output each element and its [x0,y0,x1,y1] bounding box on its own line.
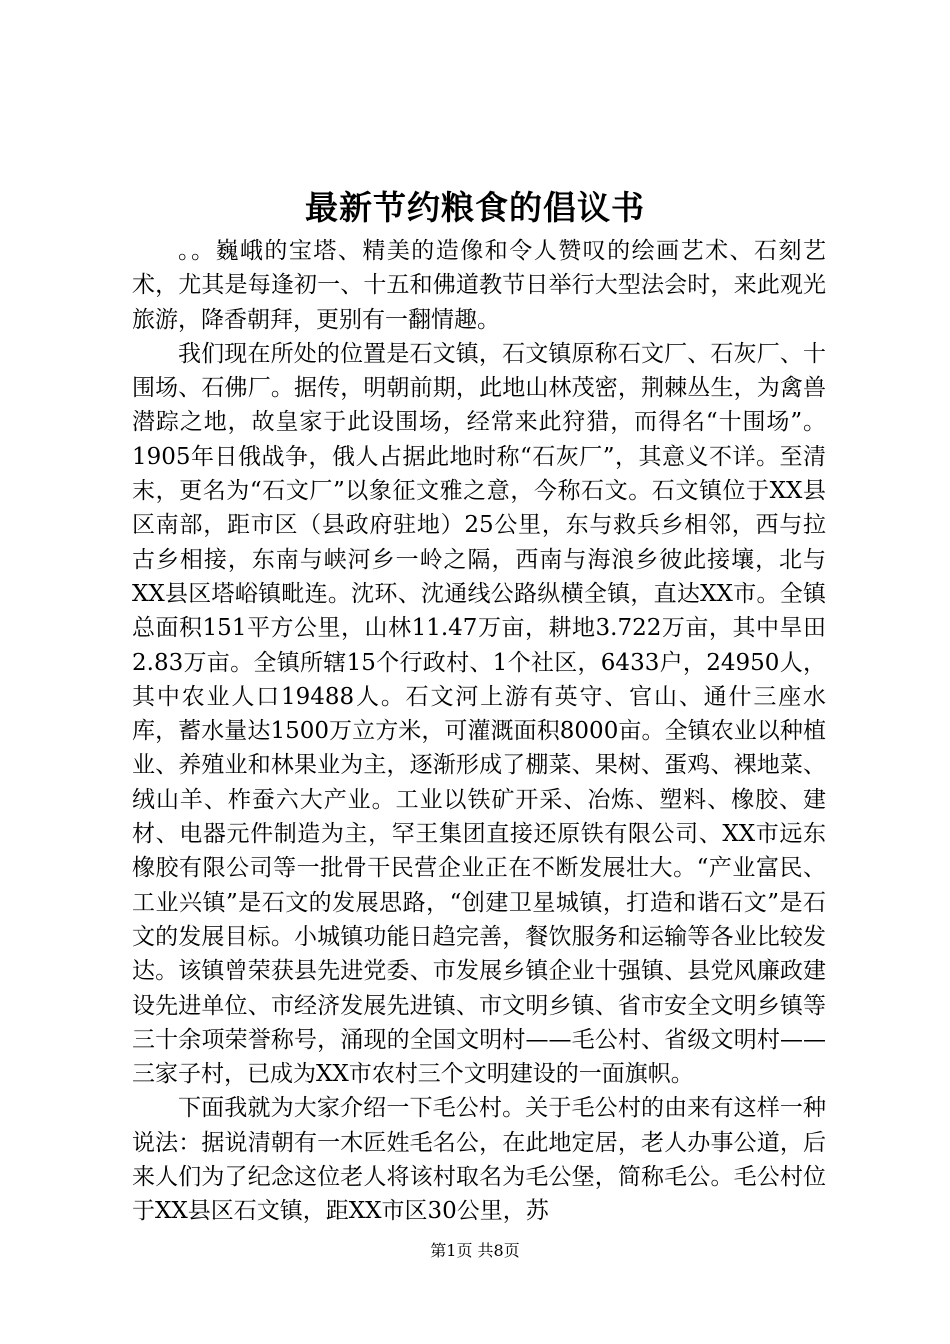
paragraph-1: 。。巍峨的宝塔、精美的造像和令人赞叹的绘画艺术、石刻艺术，尤其是每逢初一、十五和佛道教节日举行大型法会时，来此观光旅游，降香朝拜，更别有一翻情趣。 [132,238,826,333]
document-title: 最新节约粮食的倡议书 [305,188,645,227]
paragraph-3: 下面我就为大家介绍一下毛公村。关于毛公村的由来有这样一种说法：据说清朝有一木匠姓毛名公，在此地定居，老人办事公道，后来人们为了纪念这位老人将该村取名为毛公堡，简称毛公。毛公村位于XX县区石文镇，距XX市区30公里，苏 [132,1095,826,1225]
document-body [132,234,826,1229]
paragraph-2: 我们现在所处的位置是石文镇，石文镇原称石文厂、石灰厂、十围场、石佛厂。据传，明朝前期，此地山林茂密，荆棘丛生，为禽兽潜踪之地，故皇家于此设围场，经常来此狩猎，而得名“十围场”。1905年日俄战争，俄人占据此地时称“石灰厂”，其意义不详。至清末，更名为“石文厂”以象征文雅之意，今称石文。石文镇位于XX县区南部，距市区（县政府驻地）25公里，东与救兵乡相邻，西与拉古乡相接，东南与峡河乡一岭之隔，西南与海浪乡彼此接壤，北与XX县区塔峪镇毗连。沈环、沈通线公路纵横全镇，直达XX市。全镇总面积151平方公里，山林11.47万亩，耕地3.722万亩，其中旱田2.83万亩。全镇所辖15个行政村、1个社区，6433户，24950人，其中农业人口19488人。石文河上游有英守、官山、通什三座水库，蓄水量达1500万立方米，可灌溉面积8000亩。全镇农业以种植业、养殖业和林果业为主，逐渐形成了棚菜、果树、蛋鸡、裸地菜、绒山羊、柞蚕六大产业。工业以铁矿开采、冶炼、塑料、橡胶、建材、电器元件制造为主，罕王集团直接还原铁有限公司、XX市远东橡胶有限公司等一批骨干民营企业正在不断发展壮大。“产业富民、工业兴镇”是石文的发展思路，“创建卫星城镇，打造和谐石文”是石文的发展目标。小城镇功能日趋完善，餐饮服务和运输等各业比较发达。该镇曾荣获县先进党委、市发展乡镇企业十强镇、县党风廉政建设先进单位、市经济发展先进镇、市文明乡镇、省市安全文明乡镇等三十余项荣誉称号，涌现的全国文明村——毛公村、省级文明村——三家子村，已成为XX市农村三个文明建设的一面旗帜。 [132,340,826,1088]
page-footer: 第1页 共8页 [430,1241,520,1260]
